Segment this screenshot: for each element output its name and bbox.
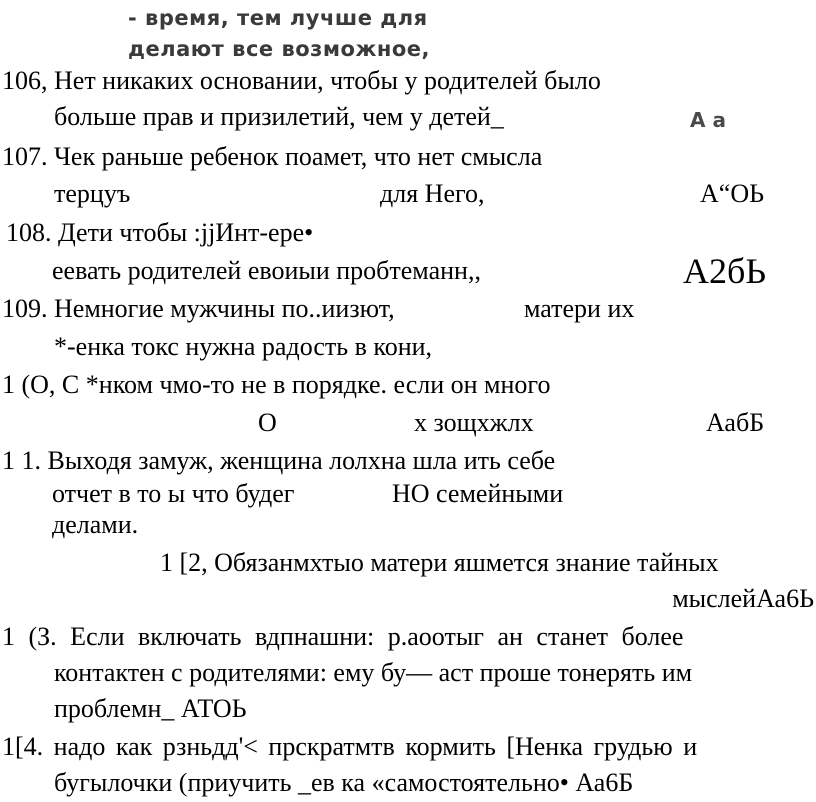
item-113-line-2: контактен с родителями: ему бу— аст проше тонерять им — [54, 658, 693, 687]
item-109-line-1b: матери их — [524, 294, 635, 323]
item-111-line-2a: отчет в то ы что будег — [52, 479, 295, 508]
item-111-line-3: делами. — [52, 510, 139, 539]
item-112-line-1: 1 [2, Обязанмхтыо матери яшмется знание тайных — [160, 548, 719, 577]
item-106-line-1: 106, Нет никаких основании, чтобы у родителей было — [2, 66, 601, 95]
item-108-line-1: 108. Дети чтобы :jjИнт-ере• — [6, 218, 314, 247]
item-111-line-1: 1 1. Выходя замуж, женщина лолхна шла ить себе — [2, 446, 556, 475]
item-109-line-2: *-енка токс нужна радость в кони, — [54, 332, 433, 361]
item-110-line-2b: х зощхжлх — [414, 408, 534, 437]
scan-fragment-line-1: - время, тем лучше для — [128, 6, 428, 30]
item-114-line-2: бугылочки (приучить _ев ка «самостоятельно• Аа6Б — [54, 768, 634, 797]
item-110-line-1: 1 (О, С *нком чмо-то не в порядке. если он много — [2, 370, 551, 399]
item-110-answer: АабБ — [706, 408, 765, 437]
scan-fragment-line-2: делают все возможное, — [128, 37, 431, 61]
item-112-line-2: мыслейАа6Ь — [672, 584, 814, 613]
item-106-answer: А а — [690, 108, 726, 132]
item-111-line-2b: НО семейными — [392, 479, 564, 508]
item-114-line-1: 1[4. надо как рзньдд'< прскратмтв кормить [Ненка грудью и — [2, 732, 698, 761]
item-106-line-2: больше прав и призилетий, чем у детей_ — [54, 102, 504, 131]
item-108-answer: А2бЬ — [683, 251, 766, 291]
item-107-line-2a: терцуъ — [54, 179, 131, 208]
item-109-line-1a: 109. Немногие мужчины по..иизют, — [2, 294, 395, 323]
item-107-answer: А“ОЬ — [700, 179, 765, 208]
item-107-line-1: 107. Чек раньше ребенок поамет, что нет смысла — [2, 142, 543, 171]
item-110-line-2a: О — [258, 408, 277, 437]
item-108-line-2: еевать родителей евоиыи пробтеманн,, — [52, 256, 481, 285]
item-113-line-3: проблемн_ АТОЬ — [54, 694, 247, 723]
item-113-line-1: 1 (З. Если включать вдпнашни: р.аоотыг ан станет более — [2, 622, 684, 651]
item-107-line-2b: для Него, — [380, 179, 485, 208]
